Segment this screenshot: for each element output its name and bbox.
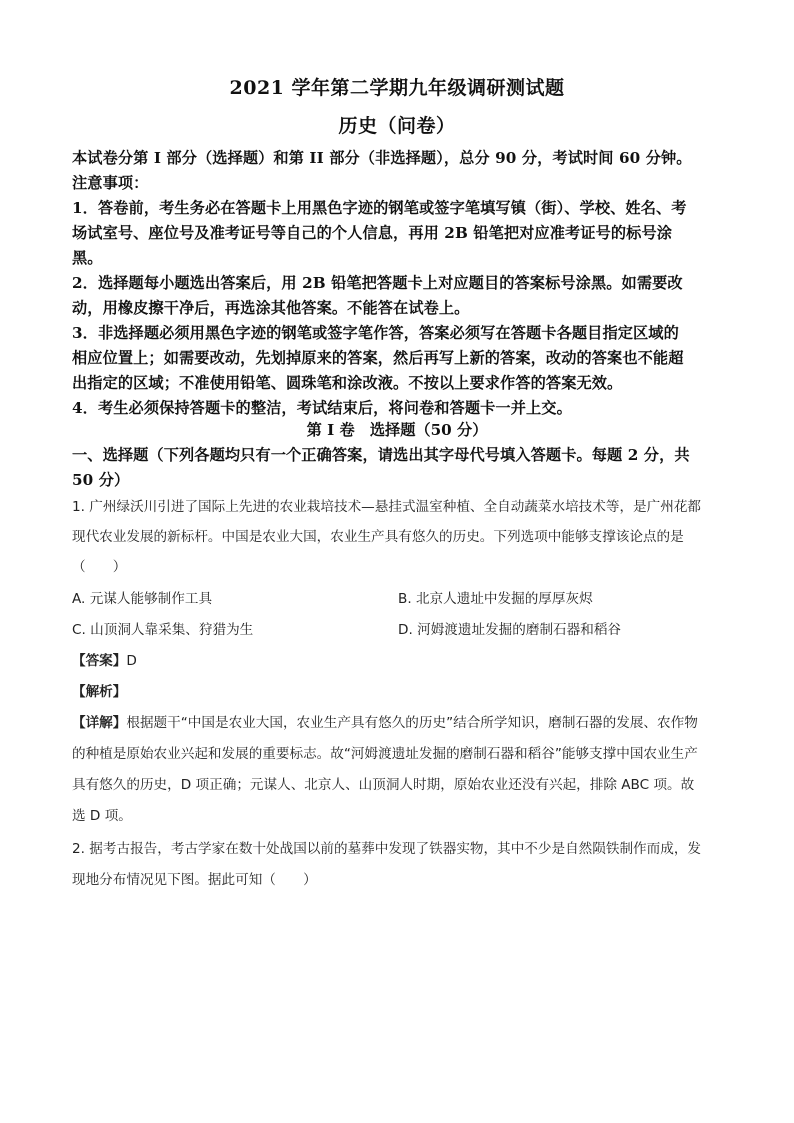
notice-1-line-3: 黑。 — [72, 249, 103, 267]
q1-option-d: D. 河姆渡遗址发掘的磨制石器和稻谷 — [398, 622, 622, 638]
notice-1-line-1: 1．答卷前，考生务必在答题卡上用黑色字迹的钢笔或签字笔填写镇（街）、学校、姓名、考 — [72, 199, 687, 217]
exam-title: 2021 学年第二学期九年级调研测试题 — [229, 77, 565, 99]
q1-detail-line-3: 具有悠久的历史，D 项正确；元谋人、北京人、山顶洞人时期，原始农业还没有兴起，排除 ABC 项。故 — [72, 777, 695, 793]
q1-detail-line-2: 的种植是原始农业兴起和发展的重要标志。故“河姆渡遗址发掘的磨制石器和稻谷”能够支撑中国农业生产 — [72, 746, 698, 762]
answer-tag: 【答案】 — [72, 653, 127, 669]
section-instructions-line-2: 50 分） — [72, 471, 130, 489]
notice-2-line-2: 动，用橡皮擦干净后，再选涂其他答案。不能答在试卷上。 — [72, 299, 470, 317]
q2-stem-line-2: 现地分布情况见下图。据此可知（ ） — [72, 872, 317, 888]
notice-3-line-3: 出指定的区域；不准使用铅笔、圆珠笔和涂改液。不按以上要求作答的答案无效。 — [72, 374, 623, 392]
answer-value: D — [126, 653, 137, 669]
notice-1-line-2: 场试室号、座位号及准考证号等自己的个人信息，再用 2B 铅笔把对应准考证号的标号涂 — [72, 224, 673, 242]
detail-tag: 【详解】 — [72, 715, 127, 731]
q1-answer — [72, 650, 732, 672]
section-instructions-line-1: 一、选择题（下列各题均只有一个正确答案，请选出其字母代号填入答题卡。每题 2 分，共 — [72, 446, 690, 464]
q1-detail-line-4: 选 D 项。 — [72, 808, 132, 824]
notice-3-line-1: 3．非选择题必须用黑色字迹的钢笔或签字笔作答，答案必须写在答题卡各题目指定区域的 — [72, 324, 679, 342]
q1-analysis-tag — [72, 681, 732, 703]
q1-option-b: B. 北京人遗址中发掘的厚厚灰烬 — [398, 591, 593, 607]
notice-4-line-1: 4．考生必须保持答题卡的整洁，考试结束后，将问卷和答题卡一并上交。 — [72, 399, 572, 417]
detail-text-1: 根据题干“中国是农业大国，农业生产具有悠久的历史”结合所学知识，磨制石器的发展、农作物 — [126, 715, 698, 731]
exam-subtitle: 历史（问卷） — [338, 115, 456, 137]
notice-3-line-2: 相应位置上；如需要改动，先划掉原来的答案，然后再写上新的答案，改动的答案也不能超 — [72, 349, 684, 367]
q1-stem-line-2: 现代农业发展的新标杆。中国是农业大国，农业生产具有悠久的历史。下列选项中能够支撑该论点的是 — [72, 529, 684, 545]
q1-detail-line-1 — [72, 712, 732, 734]
q1-stem-line-3: （ ） — [72, 559, 127, 575]
q1-option-a: A. 元谋人能够制作工具 — [72, 591, 213, 607]
analysis-tag: 【解析】 — [72, 684, 127, 700]
notice-2-line-1: 2．选择题每小题选出答案后，用 2B 铅笔把答题卡上对应题目的答案标号涂黑。如需要改 — [72, 274, 683, 292]
q1-option-c: C. 山顶洞人靠采集、狩猎为生 — [72, 622, 254, 638]
q2-stem-line-1: 2. 据考古报告，考古学家在数十处战国以前的墓葬中发现了铁器实物，其中不少是自然陨铁制作而成，发 — [72, 841, 702, 857]
section-heading: 第 I 卷 选择题（50 分） — [306, 421, 488, 439]
intro-line: 本试卷分第 I 部分（选择题）和第 II 部分（非选择题），总分 90 分，考试时间 60 分钟。 — [72, 149, 692, 167]
q1-stem-line-1: 1. 广州绿沃川引进了国际上先进的农业栽培技术—悬挂式温室种植、全自动蔬菜水培技术等，是广州花都 — [72, 499, 702, 515]
notice-heading: 注意事项： — [72, 174, 149, 192]
